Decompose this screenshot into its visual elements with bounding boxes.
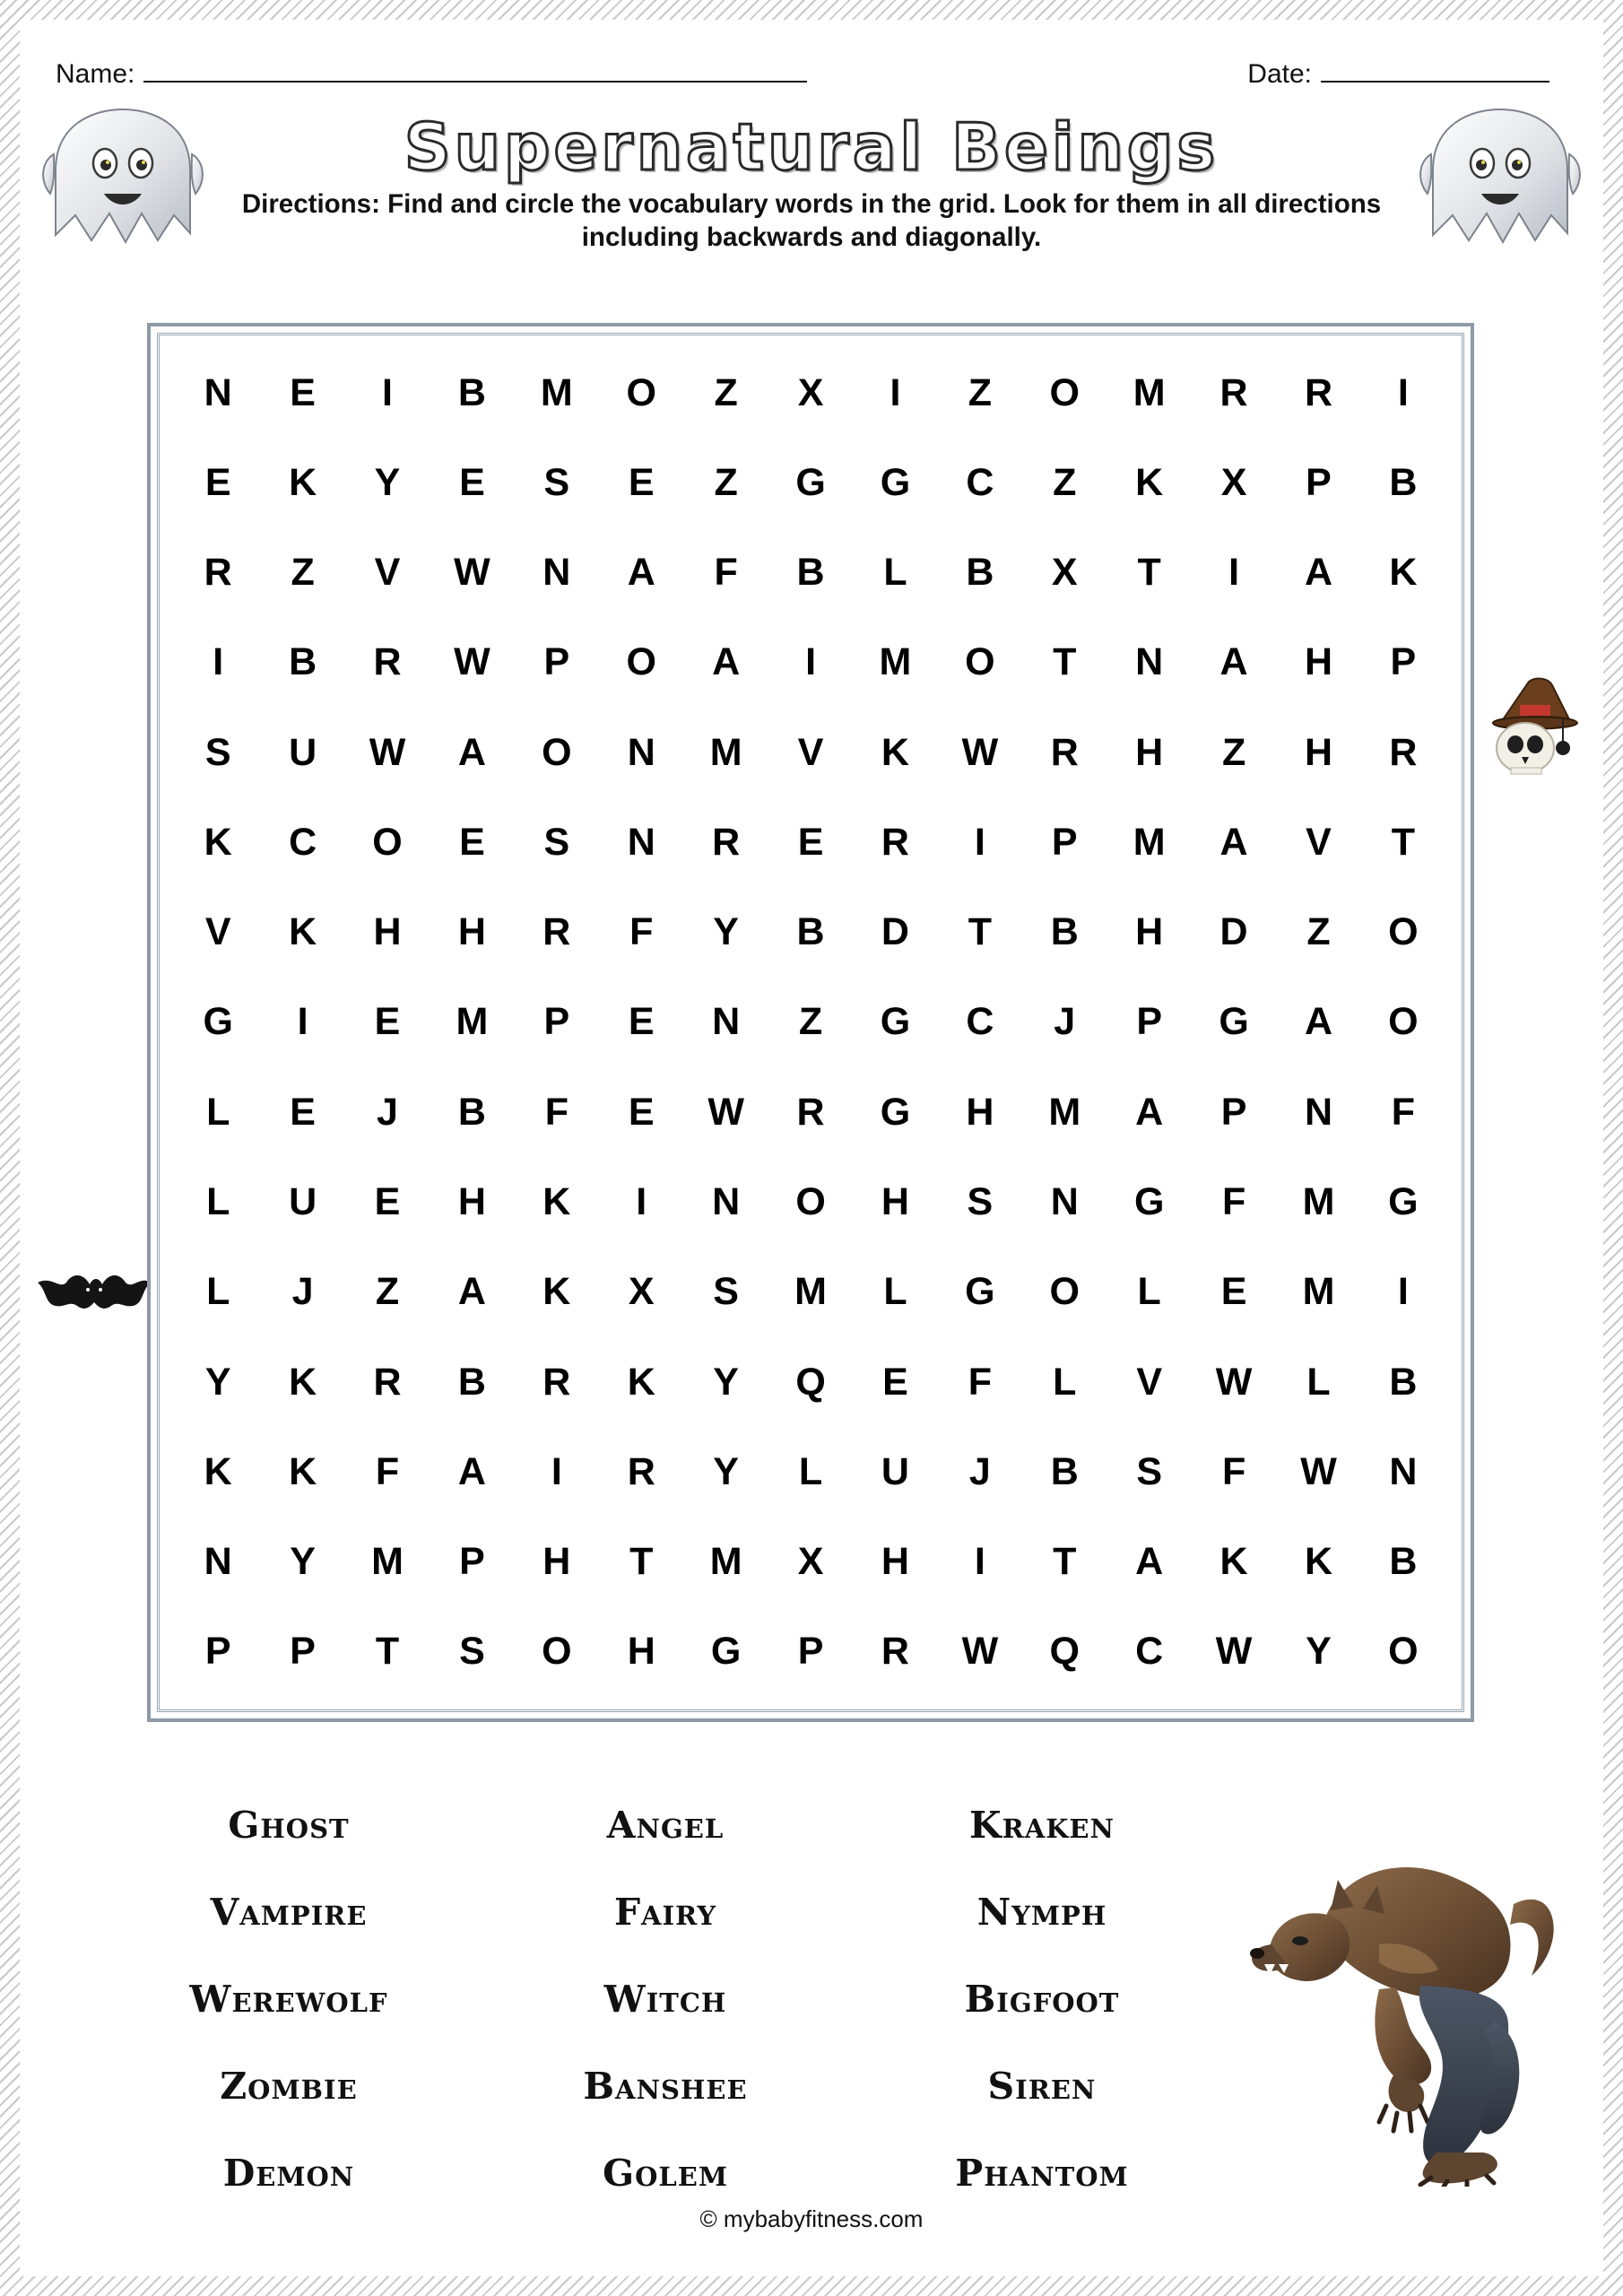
page-title: Supernatural Beings [404,109,1219,185]
word-list-item: Ghost [228,1804,350,1847]
grid-cell: J [968,1449,991,1493]
name-date-row [20,54,1603,99]
grid-cell: B [457,370,486,414]
grid-cell: O [542,730,572,774]
word-list-item: Siren [987,2065,1097,2108]
grid-row [176,708,1445,797]
grid-cell: O [1388,1630,1419,1674]
grid-cell: M [879,640,912,684]
grid-cell: R [542,910,571,954]
grid-cell: O [795,1180,826,1224]
grid-cell: T [1137,551,1161,595]
grid-cell: K [204,1449,232,1493]
grid-cell: F [714,551,738,595]
grid-cell: I [974,1540,985,1584]
grid-cell: P [1220,1090,1247,1134]
grid-cell: L [206,1270,230,1314]
grid-cell: T [375,1630,400,1674]
word-list-item: Fairy [613,1891,717,1934]
grid-cell: W [707,1090,744,1134]
grid-cell: Q [795,1360,826,1404]
word-search-grid-panel [147,323,1474,1722]
grid-cell: L [1137,1270,1161,1314]
word-list-item: Zombie [220,2065,358,2108]
grid-cell: J [291,1270,314,1314]
grid-cell: I [1397,1270,1409,1314]
grid-cell: A [1219,820,1248,864]
grid-cell: J [1054,1000,1076,1044]
grid-cell: C [966,460,994,504]
grid-cell: H [1304,730,1333,774]
grid-cell: A [1304,551,1333,595]
grid-cell: U [289,1180,317,1224]
grid-cell: Z [968,370,992,414]
grid-cell: T [968,910,992,954]
grid-cell: H [457,910,486,954]
grid-cell: P [1390,640,1417,684]
word-list-item: Nymph [976,1891,1107,1934]
grid-cell: I [636,1180,647,1224]
grid-cell: I [974,820,985,864]
grid-cell: E [882,1360,908,1404]
grid-cell: F [968,1360,992,1404]
grid-cell: R [373,1360,402,1404]
grid-cell: E [628,460,655,504]
word-list-item: Golem [603,2152,728,2195]
grid-cell: R [542,1360,571,1404]
grid-cell: M [1133,820,1166,864]
word-list-item: Werewolf [189,1978,388,2021]
grid-cell: O [1049,1270,1080,1314]
grid-cell: T [1391,820,1416,864]
grid-cell: K [204,820,232,864]
word-list-item: Banshee [583,2065,748,2108]
grid-cell: G [1219,1000,1249,1044]
grid-row [176,797,1445,887]
grid-cell: Y [713,910,739,954]
name-input[interactable] [143,54,807,83]
grid-cell: O [626,370,656,414]
grid-cell: W [961,730,999,774]
grid-cell: Z [375,1270,400,1314]
grid-cell: P [797,1630,824,1674]
grid-cell: S [713,1270,739,1314]
grid-cell: V [374,551,401,595]
grid-cell: E [459,820,485,864]
grid-cell: H [627,1630,655,1674]
grid-cell: A [1135,1540,1164,1584]
grid-cell: N [1050,1180,1079,1224]
grid-cell: Z [798,1000,823,1044]
grid-row [176,618,1445,708]
grid-cell: G [795,460,826,504]
grid-row [176,978,1445,1067]
grid-cell: A [627,551,655,595]
grid-cell: B [457,1090,486,1134]
word-list-item: Kraken [968,1804,1115,1847]
grid-cell: W [1300,1449,1337,1493]
grid-cell: M [709,1540,742,1584]
grid-cell: W [961,1630,999,1674]
grid-row [176,1517,1445,1606]
grid-cell: P [543,640,570,684]
grid-cell: E [374,1180,401,1224]
grid-cell: W [1215,1360,1253,1404]
grid-cell: A [712,640,741,684]
grid-cell: B [796,551,825,595]
grid-cell: H [966,1090,994,1134]
grid-cell: G [965,1270,995,1314]
vocabulary-word-list [100,1782,1230,2217]
grid-cell: E [797,820,824,864]
grid-cell: I [297,1000,308,1044]
grid-cell: W [454,551,490,595]
grid-cell: H [1135,730,1164,774]
grid-cell: S [543,820,570,864]
grid-row [176,1427,1445,1517]
grid-cell: K [1389,551,1418,595]
grid-cell: M [1133,370,1166,414]
grid-cell: S [543,460,570,504]
grid-cell: E [374,1000,401,1044]
grid-cell: G [1133,1180,1165,1224]
grid-cell: N [1389,1449,1418,1493]
grid-cell: A [1304,1000,1333,1044]
grid-cell: P [459,1540,485,1584]
grid-cell: V [204,910,231,954]
grid-cell: E [290,370,316,414]
grid-cell: F [1391,1090,1416,1134]
grid-cell: E [290,1090,316,1134]
grid-cell: I [551,1449,562,1493]
grid-cell: O [1049,370,1080,414]
grid-cell: B [1050,910,1079,954]
date-label: Date: [1247,59,1312,89]
directions-text: Directions: Find and circle the vocabulary words in the grid. Look for them in all directions including backwards and diagonally. [241,188,1382,252]
grid-cell: K [1304,1540,1333,1584]
grid-cell: M [456,1000,489,1044]
grid-cell: R [373,640,402,684]
grid-cell: P [1306,460,1332,504]
grid-cell: G [203,1000,233,1044]
grid-cell: N [1135,640,1164,684]
grid-cell: M [1302,1180,1335,1224]
grid-cell: R [627,1449,655,1493]
footer-copyright: © mybabyfitness.com [699,2205,924,2232]
grid-cell: K [289,1360,317,1404]
grid-cell: F [375,1449,400,1493]
grid-cell: S [967,1180,994,1224]
grid-cell: R [204,551,232,595]
grid-cell: M [371,1540,404,1584]
grid-cell: M [1048,1090,1081,1134]
grid-cell: K [289,1449,317,1493]
grid-cell: H [1135,910,1164,954]
grid-cell: L [206,1090,230,1134]
grid-cell: E [628,1000,655,1044]
grid-cell: J [377,1090,398,1134]
grid-cell: P [290,1630,316,1674]
grid-cell: U [881,1449,909,1493]
grid-cell: O [372,820,403,864]
grid-cell: U [289,730,317,774]
grid-cell: L [883,1270,907,1314]
skull-with-witch-hat-icon [1484,674,1587,778]
grid-cell: P [204,1630,231,1674]
grid-cell: S [459,1630,485,1674]
grid-cell: C [289,820,317,864]
grid-cell: N [712,1180,741,1224]
grid-row [176,528,1445,618]
grid-cell: K [1135,460,1164,504]
grid-cell: Y [713,1449,739,1493]
grid-cell: I [1397,370,1409,414]
grid-cell: A [457,1270,486,1314]
grid-cell: D [1219,910,1248,954]
grid-row [176,1248,1445,1337]
grid-row [176,1067,1445,1157]
grid-cell: K [542,1180,571,1224]
grid-cell: G [710,1630,742,1674]
grid-cell: W [369,730,406,774]
grid-cell: L [206,1180,230,1224]
grid-cell: E [204,460,231,504]
grid-cell: N [712,1000,741,1044]
grid-cell: A [457,730,486,774]
grid-cell: K [881,730,909,774]
grid-cell: E [459,460,485,504]
grid-cell: P [1136,1000,1163,1044]
grid-row [176,1607,1445,1697]
grid-cell: B [1389,1360,1418,1404]
grid-cell: L [798,1449,823,1493]
grid-cell: K [542,1270,571,1314]
grid-cell: O [965,640,995,684]
grid-cell: T [1053,1540,1077,1584]
grid-cell: N [627,820,655,864]
grid-cell: I [1228,551,1240,595]
grid-cell: B [966,551,994,595]
grid-cell: K [1219,1540,1248,1584]
grid-cell: V [797,730,824,774]
grid-cell: G [1388,1180,1419,1224]
grid-cell: G [880,460,911,504]
grid-cell: I [890,370,901,414]
grid-cell: S [1136,1449,1163,1493]
grid-cell: X [797,1540,824,1584]
grid-cell: Q [1049,1630,1080,1674]
grid-cell: I [805,640,817,684]
grid-cell: B [1050,1449,1079,1493]
grid-cell: X [628,1270,655,1314]
grid-cell: R [1219,370,1248,414]
grid-cell: T [1053,640,1077,684]
word-list-item: Angel [606,1804,725,1847]
grid-row [176,1337,1445,1427]
grid-cell: W [1215,1630,1253,1674]
grid-cell: B [289,640,317,684]
grid-cell: N [542,551,571,595]
grid-cell: R [796,1090,825,1134]
grid-cell: W [454,640,490,684]
grid-cell: M [540,370,573,414]
grid-cell: A [1219,640,1248,684]
word-list-item: Witch [603,1978,727,2021]
grid-cell: H [881,1540,909,1584]
grid-cell: K [289,460,317,504]
grid-cell: L [1306,1360,1331,1404]
grid-cell: O [626,640,656,684]
worksheet-content-area [20,20,1603,2276]
word-search-grid [157,333,1464,1712]
word-list-item: Demon [222,2152,355,2195]
grid-cell: Y [204,1360,231,1404]
grid-cell: K [289,910,317,954]
grid-cell: C [966,1000,994,1044]
grid-row [176,438,1445,527]
grid-cell: Y [713,1360,739,1404]
grid-cell: P [1051,820,1078,864]
grid-cell: L [1053,1360,1077,1404]
word-list-item: Vampire [210,1891,368,1934]
grid-cell: E [1220,1270,1247,1314]
grid-cell: O [1388,1000,1419,1044]
grid-cell: X [797,370,824,414]
grid-cell: O [542,1630,572,1674]
grid-cell: Y [374,460,401,504]
grid-cell: F [1221,1449,1246,1493]
grid-cell: L [883,551,907,595]
grid-cell: F [1221,1180,1246,1224]
grid-cell: H [373,910,402,954]
grid-cell: R [881,1630,909,1674]
grid-cell: T [629,1540,654,1584]
grid-cell: R [881,820,909,864]
word-list-item: Bigfoot [964,1978,1120,2021]
word-list-item: Phantom [955,2152,1129,2195]
grid-cell: N [1304,1090,1333,1134]
grid-cell: Z [1053,460,1077,504]
grid-cell: K [627,1360,655,1404]
bat-icon [36,1266,152,1329]
grid-cell: R [712,820,741,864]
grid-cell: I [213,640,224,684]
name-label: Name: [56,59,135,89]
grid-row [176,348,1445,438]
grid-cell: C [1135,1630,1164,1674]
grid-cell: X [1051,551,1078,595]
grid-cell: S [204,730,231,774]
grid-cell: Z [714,370,738,414]
grid-cell: M [709,730,742,774]
grid-cell: E [628,1090,655,1134]
grid-cell: M [1302,1270,1335,1314]
grid-cell: R [1304,370,1333,414]
grid-cell: G [880,1000,911,1044]
grid-cell: N [627,730,655,774]
grid-cell: A [1135,1090,1164,1134]
grid-cell: Y [1306,1630,1332,1674]
grid-cell: Z [714,460,738,504]
grid-cell: B [1389,460,1418,504]
grid-cell: H [1304,640,1333,684]
grid-cell: N [204,370,232,414]
grid-cell: M [794,1270,827,1314]
grid-cell: Z [1221,730,1246,774]
grid-cell: H [457,1180,486,1224]
grid-cell: H [881,1180,909,1224]
grid-cell: X [1220,460,1247,504]
werewolf-illustration [1245,1810,1563,2187]
grid-cell: Z [1306,910,1331,954]
grid-cell: B [457,1360,486,1404]
grid-cell: D [881,910,909,954]
grid-cell: F [629,910,654,954]
grid-cell: B [1389,1540,1418,1584]
title-block [20,109,1603,254]
grid-cell: V [1306,820,1332,864]
grid-cell: G [880,1090,911,1134]
grid-cell: P [543,1000,570,1044]
grid-cell: A [457,1449,486,1493]
grid-cell: H [542,1540,571,1584]
grid-cell: Y [290,1540,316,1584]
grid-cell: O [1388,910,1419,954]
grid-cell: V [1136,1360,1163,1404]
grid-cell: N [204,1540,232,1584]
grid-cell: Z [291,551,315,595]
grid-cell: R [1050,730,1079,774]
grid-cell: B [796,910,825,954]
grid-cell: R [1389,730,1418,774]
grid-row [176,1157,1445,1247]
grid-cell: F [544,1090,568,1134]
grid-row [176,888,1445,978]
grid-cell: I [382,370,393,414]
date-input[interactable] [1321,54,1549,83]
